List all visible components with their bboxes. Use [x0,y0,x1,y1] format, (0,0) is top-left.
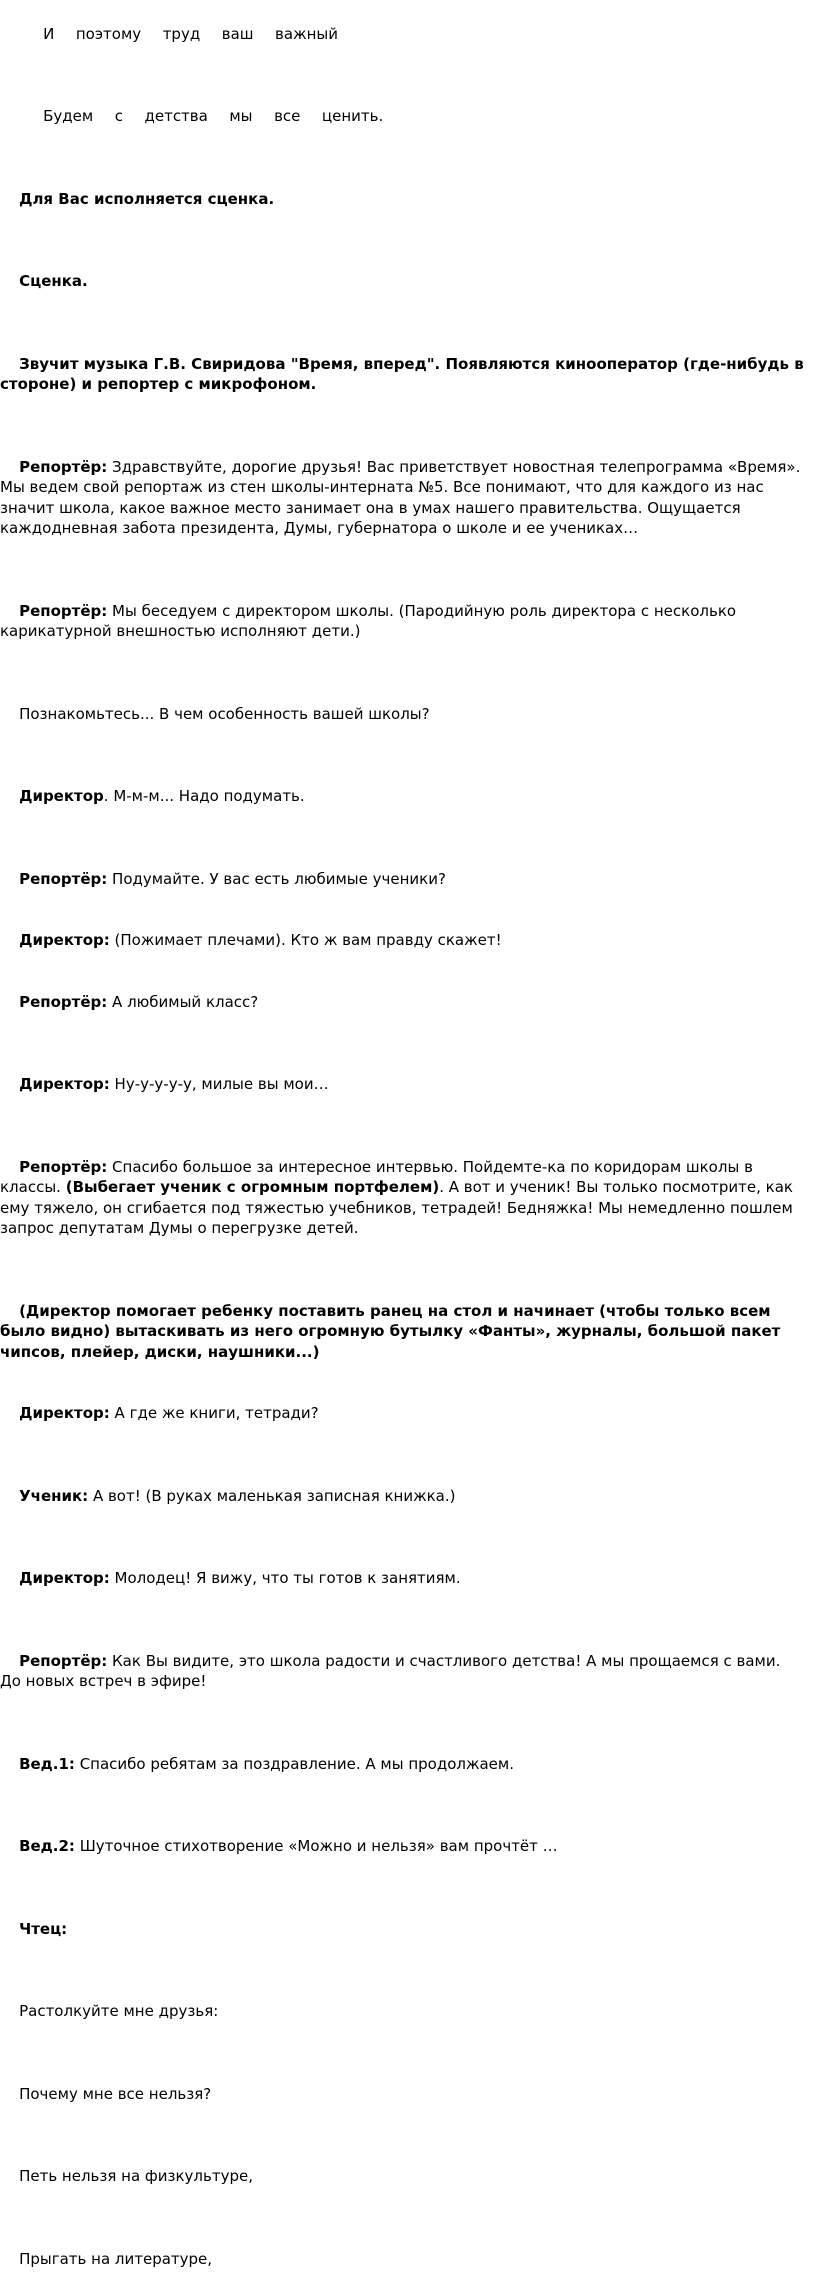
speech-text: А вот! (В руках маленькая записная книжка.) [88,1486,456,1505]
speaker-label: Директор [19,787,104,805]
speech-text: Здравствуйте, дорогие друзья! Вас приветствует новостная телепрограмма «Время». Мы ведем свой репортаж из стен школы-интерната №5. Все понимают, что для каждого из нас значит школа, какое важное место занимает она в умах нашего правительства. Ощущается каждодневная забота президента, Думы, губернатора о школе и ее учениках… [0,457,806,537]
speaker-label: Чтец: [19,1919,68,1938]
paragraph [0,3,806,65]
poem-line: Будем с детства мы все ценить. [43,107,384,125]
speech-text: . М-м-м... Надо подумать. [103,787,305,805]
paragraph [0,1383,806,1445]
paragraph [0,971,806,1033]
speech-text: Спасибо ребятам за поздравление. А мы продолжаем. [74,1754,514,1773]
speaker-label: Репортёр: [19,1651,108,1670]
paragraph [0,1280,806,1383]
paragraph [0,2228,806,2290]
stage-direction: Звучит музыка Г.В. Свиридова "Время, вперед". Появляются кинооператор (где-нибудь в стороне) и репортер с микрофоном. [0,354,809,393]
paragraph [0,251,806,313]
speaker-label: Директор: [19,1569,110,1587]
paragraph [0,168,806,230]
section-heading: Сценка. [19,272,88,290]
paragraph [0,86,806,148]
paragraph [0,766,806,828]
speaker-label: Директор: [19,1075,110,1093]
paragraph [0,2146,806,2208]
paragraph [0,683,806,745]
poem-line: И поэтому труд ваш важный [43,24,338,43]
speech-text: Ну-у-у-у-у, милые вы мои… [109,1075,329,1093]
speaker-label: Репортёр: [19,457,108,476]
paragraph [0,1136,806,1259]
paragraph [0,910,806,972]
speech-text: Мы беседуем с директором школы. (Пародийную роль директора с несколько карикатурной внешностью исполняют дети.) [0,601,741,640]
poem-line: Петь нельзя на физкультуре, [19,2167,253,2185]
speaker-label: Репортёр: [19,992,108,1011]
speaker-label: Репортёр: [19,869,108,888]
paragraph [0,1733,806,1795]
speaker-label: Вед.1: [19,1754,75,1773]
poem-line: Почему мне все нельзя? [19,2084,212,2103]
speech-text: Подумайте. У вас есть любимые ученики? [107,869,446,888]
speech-text: Познакомьтесь... В чем особенность вашей школы? [19,704,430,723]
speech-text: Как Вы видите, это школа радости и счастливого детства! А мы прощаемся с вами. До новых встреч в эфире! [0,1651,786,1690]
speaker-label: Директор: [19,1404,110,1422]
speech-text: . А вот и ученик! Вы только посмотрите, как ему тяжело, он сгибается под тяжестью учебников, тетрадей! Бедняжка! Мы немедленно пошлем запрос депутатам Думы о перегрузке детей. [0,1178,798,1237]
paragraph [0,1054,806,1116]
speaker-label: Вед.2: [19,1837,75,1855]
speech-text: (Пожимает плечами). Кто ж вам правду скажет! [109,931,502,949]
paragraph [0,1548,806,1610]
paragraph [0,848,806,910]
paragraph [0,1898,806,1960]
paragraph [0,436,806,559]
paragraph [0,1816,806,1878]
speech-text: Шуточное стихотворение «Можно и нельзя» вам прочтёт … [74,1837,558,1855]
poem-line: Прыгать на литературе, [19,2249,213,2268]
paragraph [0,1630,806,1712]
speaker-label: Репортёр: [19,601,108,620]
paragraph [0,1465,806,1527]
speech-text: А любимый класс? [107,992,259,1011]
poem-line: Растолкуйте мне друзья: [19,2002,219,2020]
stage-direction: (Выбегает ученик с огромным портфелем) [65,1178,440,1196]
stage-direction: (Директор помогает ребенку поставить ранец на стол и начинает (чтобы только всем было видно) вытаскивать из него огромную бутылку «Фанты», журналы, большой пакет чипсов, плейер, диски, наушники...) [0,1301,786,1361]
speaker-label: Репортёр: [19,1157,108,1176]
paragraph [0,333,809,415]
paragraph [0,2063,806,2125]
speaker-label: Ученик: [19,1486,89,1505]
speaker-label: Директор: [19,931,110,949]
speech-text: А где же книги, тетради? [109,1404,319,1422]
speech-text: Спасибо большое за интересное интервью. Пойдемте-ка по коридорам школы в классы. [0,1157,758,1196]
paragraph [0,1981,806,2043]
speech-text: Молодец! Я вижу, что ты готов к занятиям. [109,1569,461,1587]
paragraph [0,580,806,662]
announcement: Для Вас исполняется сценка. [19,189,275,208]
